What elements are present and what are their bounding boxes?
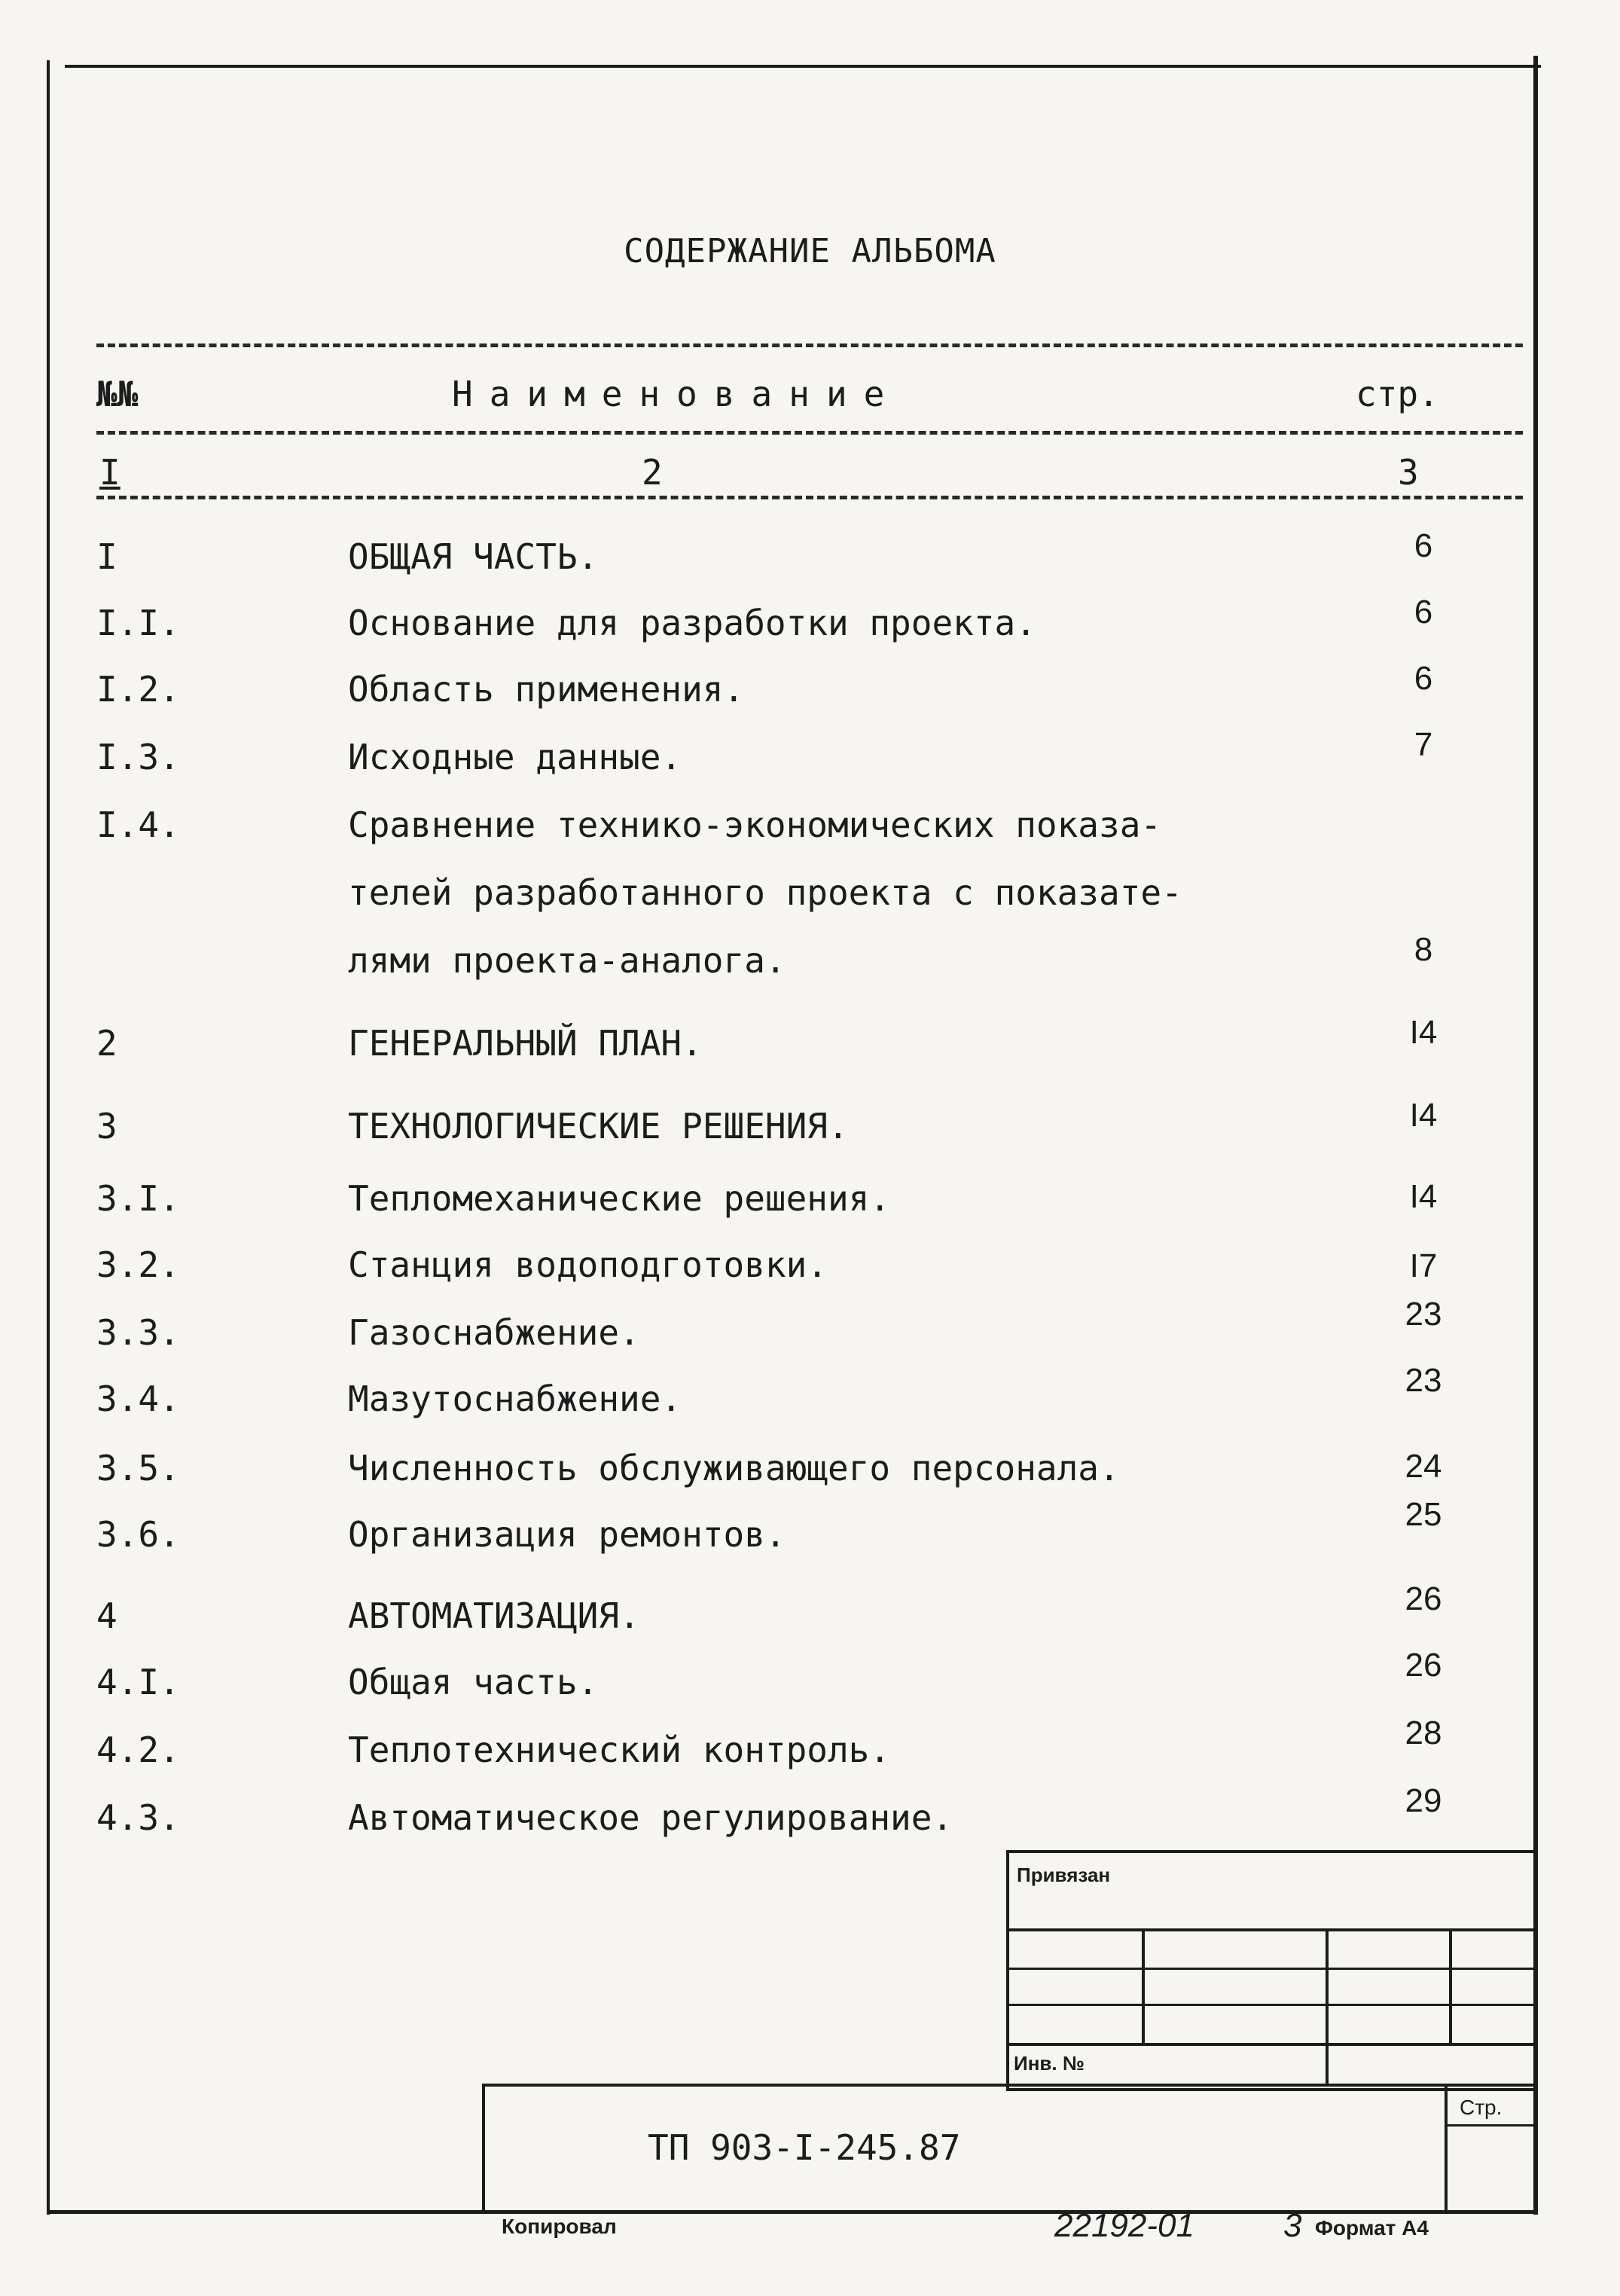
list-item [0,1178,1620,1231]
item-name: Мазутоснабжение. [348,1379,682,1419]
item-page: 7 [1414,726,1433,763]
frame-top-border [65,65,1541,68]
list-item [0,1244,1620,1297]
item-name: АВТОМАТИЗАЦИЯ. [348,1595,640,1636]
title-block [482,2084,1536,2213]
item-name: Область применения. [348,669,745,710]
list-item [0,726,1620,789]
item-page: I7 [1409,1247,1438,1284]
list-item [0,1448,1620,1501]
item-page: 6 [1414,594,1433,630]
item-number: I.I. [96,603,180,643]
stamp-rule [1006,2004,1533,2006]
item-number: 3.5. [96,1448,180,1488]
list-item [0,1496,1620,1567]
list-item [0,1097,1620,1159]
item-page: 26 [1405,1647,1442,1684]
item-name: Общая часть. [348,1662,599,1702]
document-code: ТП 903-I-245.87 [648,2127,961,2168]
item-name: Тепломеханические решения. [348,1178,891,1219]
item-name: Сравнение технико-экономических показа- [348,805,1162,845]
item-number: 3.2. [96,1244,180,1285]
item-name: ГЕНЕРАЛЬНЫЙ ПЛАН. [348,1023,703,1064]
page-title: СОДЕРЖАНИЕ АЛЬБОМА [624,232,996,270]
title-block-divider [1445,2124,1533,2127]
table-top-rule [96,343,1523,347]
list-item [0,931,1620,993]
item-name: ОБЩАЯ ЧАСТЬ. [348,536,599,577]
header-num: №№ [96,374,139,414]
item-page: 25 [1405,1496,1442,1533]
item-page: 24 [1405,1448,1442,1485]
item-name: Газоснабжение. [348,1312,640,1353]
item-page: I4 [1409,1178,1438,1215]
stamp-rule [1326,1928,1329,2087]
item-number: 4.I. [96,1662,180,1702]
item-number: 4.2. [96,1730,180,1770]
page-label: Стр. [1460,2096,1503,2119]
stamp-rule [1449,1928,1452,2044]
item-name: телей разработанного проекта с показате- [348,872,1182,913]
column-number-1: I [99,452,121,493]
stamp-rule [1006,1928,1533,1931]
list-item [0,1580,1620,1648]
item-name: Автоматическое регулирование. [348,1797,953,1838]
inventory-number-label: Инв. № [1014,2052,1085,2075]
item-name: Исходные данные. [348,737,682,777]
list-item [0,1362,1620,1431]
item-number: 3.6. [96,1514,180,1555]
column-number-2: 2 [642,452,663,493]
item-name: лями проекта-аналога. [348,940,786,981]
item-number: 4 [96,1595,117,1636]
item-number: I.2. [96,669,180,710]
column-number-3: 3 [1398,452,1419,493]
list-item [0,660,1620,722]
sheet-number: 3 [1283,2207,1302,2244]
item-number: 3.I. [96,1178,180,1219]
item-page: 28 [1405,1714,1442,1751]
item-number: 2 [96,1023,117,1064]
item-name: Основание для разработки проекта. [348,603,1036,643]
item-name: Станция водоподготовки. [348,1244,828,1285]
item-page: 8 [1414,931,1433,968]
list-item [0,1014,1620,1076]
item-page: 29 [1405,1782,1442,1819]
item-number: 3.3. [96,1312,180,1353]
title-block-divider [1445,2084,1448,2210]
item-name: Теплотехнический контроль. [348,1730,891,1770]
binding-label: Привязан [1017,1864,1111,1886]
stamp-rule [1006,1968,1533,1970]
list-item [0,1647,1620,1714]
header-rule [96,431,1523,435]
header-name: Наименование [452,374,902,414]
item-number: 4.3. [96,1797,180,1838]
list-item [0,527,1620,589]
item-page: 6 [1414,527,1433,564]
item-page: 23 [1405,1362,1442,1399]
list-item [0,805,1620,857]
archive-number: 22192-01 [1054,2207,1194,2244]
item-number: 3 [96,1106,117,1146]
item-number: I.4. [96,805,180,845]
header-page: стр. [1356,374,1439,414]
item-page: 6 [1414,660,1433,697]
item-page: 26 [1405,1580,1442,1617]
item-number: I.3. [96,737,180,777]
stamp-rule [1006,2043,1533,2046]
item-name: ТЕХНОЛОГИЧЕСКИЕ РЕШЕНИЯ. [348,1106,849,1146]
item-number: 3.4. [96,1379,180,1419]
format-label: Формат А4 [1315,2216,1429,2240]
item-page: 23 [1405,1296,1442,1333]
list-item [0,872,1620,925]
column-number-rule [96,496,1523,499]
list-item [0,1782,1620,1850]
list-item [0,594,1620,655]
item-page: I4 [1409,1014,1438,1051]
copied-by-label: Копировал [502,2215,617,2238]
list-item [0,1296,1620,1365]
stamp-rule [1142,1928,1145,2044]
item-name: Численность обслуживающего персонала. [348,1448,1120,1488]
item-page: I4 [1409,1097,1438,1134]
item-name: Организация ремонтов. [348,1514,786,1555]
list-item [0,1714,1620,1782]
item-number: I [96,536,117,577]
